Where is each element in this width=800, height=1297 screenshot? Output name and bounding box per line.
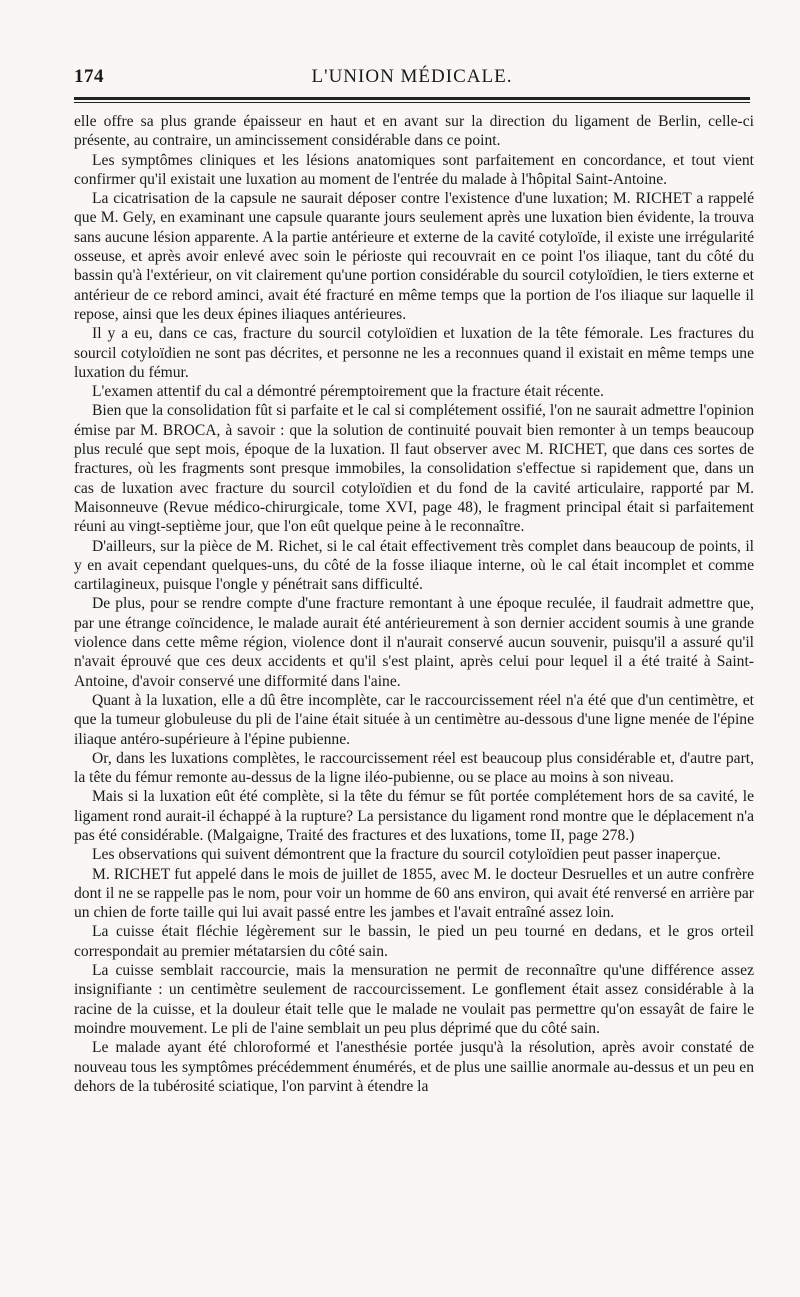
paragraph: Or, dans les luxations complètes, le raccourcissement réel est beaucoup plus considérable et, d'autre part, la tête du fémur remonte au-dessus de la ligne iléo-pubienne, ou se place au moins à son niveau. bbox=[74, 749, 754, 787]
paragraph: Bien que la consolidation fût si parfaite et le cal si complétement ossifié, l'on ne saurait admettre l'opinion émise par M. BROCA, à savoir : que la solution de continuité pouvait bien remonter à un temps beaucoup plus reculé que sept mois, époque de la luxation. Il faut observer avec M. RICHET, que dans ces sortes de fractures, où les fragments sont presque immobiles, la consolidation s'effectue si rapidement que, dans un cas de luxation avec fracture du sourcil cotyloïdien et du fond de la cavité articulaire, rapporté par M. Maisonneuve (Revue médico-chirurgicale, tome XVI, page 48), le fragment principal était si parfaitement réuni au vingt-septième jour, que l'on eût quelque peine à le reconnaître. bbox=[74, 402, 754, 536]
paragraph: M. RICHET fut appelé dans le mois de juillet de 1855, avec M. le docteur Desruelles et un autre confrère dont il ne se rappelle pas le nom, pour voir un homme de 60 ans environ, qui avait été renversé en arrière par un chien de forte taille qui lui avait passé entre les jambes et l'avait entraîné assez loin. bbox=[74, 865, 754, 922]
paragraph: Les symptômes cliniques et les lésions anatomiques sont parfaitement en concordance, et tout vient confirmer qu'il existait une luxation au moment de l'entrée du malade à l'hôpital Saint-Antoine. bbox=[74, 151, 754, 188]
paragraph: elle offre sa plus grande épaisseur en haut et en avant sur la direction du ligament de Berlin, celle-ci présente, au contraire, un amincissement considérable dans ce point. bbox=[74, 113, 754, 150]
paragraph: La cicatrisation de la capsule ne saurait déposer contre l'existence d'une luxation; M. RICHET a rappelé que M. Gely, en examinant une capsule quarante jours seulement après une luxation bien évidente, la trouva sans aucune lésion apparente. A la partie antérieure et externe de la cavité cotyloïde, il existe une irrégularité osseuse, et après avoir enlevé avec soin le périoste qui recouvrait en ce point l'os iliaque, tant du côté du bassin qu'à l'extérieur, on vit clairement qu'une portion considérable du sourcil cotyloïdien, le tiers externe et antérieur de ce rebord aminci, avait été fracturé en même temps que la portion de l'os iliaque sur laquelle il repose, ainsi que les deux épines iliaques antérieures. bbox=[74, 190, 754, 323]
paragraph: La cuisse semblait raccourcie, mais la mensuration ne permit de reconnaître qu'une différence assez insignifiante : un centimètre seulement de raccourcissement. Le gonflement était assez considérable à la racine de la cuisse, et la douleur était telle que le malade ne voulait pas permettre qu'on essayât de faire le moindre mouvement. Le pli de l'aine semblait un peu plus déprimé que du côté sain. bbox=[74, 962, 754, 1037]
paragraph: Les observations qui suivent démontrent que la fracture du sourcil cotyloïdien peut passer inaperçue. bbox=[92, 846, 721, 864]
paragraph: De plus, pour se rendre compte d'une fracture remontant à une époque reculée, il faudrait admettre que, par une étrange coïncidence, le malade aurait été antérieurement à son dernier accident soumis à une grande violence dans cette même région, violence dont il n'aurait conservé aucun souvenir, puisqu'il a assuré qu'il n'avait éprouvé que ces deux accidents et qu'il s'est plaint, après celui pour lequel il a été traité à Saint-Antoine, d'avoir conservé une difformité dans l'aine. bbox=[74, 595, 754, 690]
paragraph: Mais si la luxation eût été complète, si la tête du fémur se fût portée complétement hors de sa cavité, le ligament rond aurait-il échappé à la rupture? La persistance du ligament rond montre que le déplacement n'a pas été considérable. (Malgaigne, Traité des fractures et des luxations, tome II, page 278.) bbox=[74, 788, 754, 844]
paragraph: L'examen attentif du cal a démontré péremptoirement que la fracture était récente. bbox=[92, 383, 604, 401]
paragraph: Quant à la luxation, elle a dû être incomplète, car le raccourcissement réel n'a été que d'un centimètre, et que la tumeur globuleuse du pli de l'aine était située à un centimètre au-dessous d'une ligne menée de l'épine iliaque antéro-supérieure à l'épine pubienne. bbox=[74, 691, 754, 748]
paragraph: D'ailleurs, sur la pièce de M. Richet, si le cal était effectivement très complet dans beaucoup de points, il y en avait cependant quelques-uns, du côté de la fosse iliaque interne, où le cal était incomplet et comme cartilagineux, puisque l'ongle y pénétrait sans difficulté. bbox=[74, 537, 754, 594]
page-number: 174 bbox=[74, 66, 104, 87]
journal-title: L'UNION MÉDICALE. bbox=[311, 66, 513, 87]
article-body bbox=[74, 112, 754, 1096]
page-header bbox=[74, 66, 750, 96]
header-rule bbox=[74, 97, 750, 103]
paragraph: Le malade ayant été chloroformé et l'anesthésie portée jusqu'à la résolution, après avoir constaté de nouveau tous les symptômes précédemment énumérés, et de plus une saillie anormale au-dessus et un peu en dehors de la tubérosité sciatique, l'on parvint à étendre la bbox=[74, 1039, 754, 1095]
paragraph: Il y a eu, dans ce cas, fracture du sourcil cotyloïdien et luxation de la tête fémorale. Les fractures du sourcil cotyloïdien ne sont pas décrites, et personne ne les a reconnues quand il existait en même temps une luxation du fémur. bbox=[74, 325, 754, 381]
paragraph: La cuisse était fléchie légèrement sur le bassin, le pied un peu tourné en dedans, et le gros orteil correspondait au premier métatarsien du côté sain. bbox=[74, 923, 754, 960]
